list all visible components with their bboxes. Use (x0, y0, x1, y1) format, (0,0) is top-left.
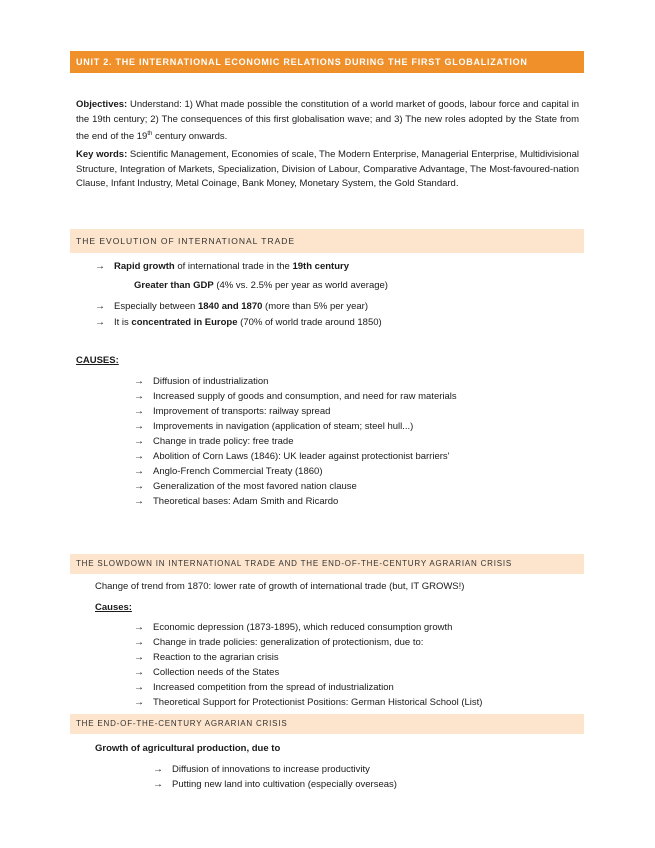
objectives-text-end: century onwards. (152, 131, 228, 143)
arrow-icon: → (153, 779, 163, 790)
list-item: → Change in trade policy: free trade (134, 436, 294, 447)
list-item: → Anglo-French Commercial Treaty (1860) (134, 466, 323, 477)
arrow-icon: → (134, 652, 144, 663)
arrow-icon: → (134, 436, 144, 447)
section-intro: Change of trend from 1870: lower rate of growth of international trade (but, IT GROWS!) (95, 581, 465, 592)
list-item: → Increased supply of goods and consumption, and need for raw materials (134, 391, 457, 402)
list-item: → Rapid growth of international trade in the 19th century (95, 261, 349, 272)
arrow-icon: → (134, 682, 144, 693)
list-item: → Theoretical bases: Adam Smith and Ricardo (134, 496, 339, 507)
unit-title: UNIT 2. THE INTERNATIONAL ECONOMIC RELATIONS DURING THE FIRST GLOBALIZATION (70, 51, 584, 73)
arrow-icon: → (134, 376, 144, 387)
list-item: → Improvements in navigation (application of steam; steel hull...) (134, 421, 414, 432)
list-item: → Putting new land into cultivation (especially overseas) (153, 779, 397, 790)
arrow-icon: → (134, 496, 144, 507)
list-item: → Collection needs of the States (134, 667, 280, 678)
arrow-icon: → (134, 406, 144, 417)
list-item: → Diffusion of innovations to increase productivity (153, 764, 370, 775)
objectives-paragraph (76, 98, 579, 145)
list-item: → Abolition of Corn Laws (1846): UK leader against protectionist barriers' (134, 451, 450, 462)
list-item: → Increased competition from the spread of industrialization (134, 682, 394, 693)
list-item: → It is concentrated in Europe (70% of world trade around 1850) (95, 317, 382, 328)
arrow-icon: → (134, 637, 144, 648)
arrow-icon: → (134, 421, 144, 432)
list-item: → Improvement of transports: railway spread (134, 406, 331, 417)
list-item: → Diffusion of industrialization (134, 376, 269, 387)
causes-label: CAUSES: (76, 355, 119, 366)
list-item: → Economic depression (1873-1895), which reduced consumption growth (134, 622, 453, 633)
section-heading-agrarian-crisis: THE END-OF-THE-CENTURY AGRARIAN CRISIS (70, 714, 584, 734)
arrow-icon: → (95, 301, 105, 312)
section-heading-slowdown: THE SLOWDOWN IN INTERNATIONAL TRADE AND THE END-OF-THE-CENTURY AGRARIAN CRISIS (70, 554, 584, 574)
arrow-icon: → (134, 451, 144, 462)
keywords-label: Key words: (76, 149, 128, 160)
keywords-text: Scientific Management, Economies of scale, The Modern Enterprise, Managerial Enterprise, Multidivisional Structure, Integration of Markets, Specialization, Division of Labour, Comparative Advantage, The Most-favoured-nation Clause, Infant Industry, Metal Coinage, Bank Money, Monetary System, the Gold Standard. (76, 149, 579, 189)
objectives-label: Objectives: (76, 99, 128, 110)
list-item: → Theoretical Support for Protectionist Positions: German Historical School (List) (134, 697, 483, 708)
list-item: → Generalization of the most favored nation clause (134, 481, 357, 492)
arrow-icon: → (134, 697, 144, 708)
section-heading-evolution: THE EVOLUTION OF INTERNATIONAL TRADE (70, 229, 584, 253)
arrow-icon: → (153, 764, 163, 775)
sub-item: Greater than GDP (4% vs. 2.5% per year as world average) (134, 280, 388, 291)
arrow-icon: → (134, 622, 144, 633)
objectives-text: Understand: 1) What made possible the constitution of a world market of goods, labour force and capital in the 19th century; 2) The consequences of this first globalisation wave; and 3) The new roles adopted by the State from the end of the 19 (76, 99, 579, 143)
objectives-superscript: th (147, 131, 153, 137)
arrow-icon: → (134, 466, 144, 477)
list-item: → Reaction to the agrarian crisis (134, 652, 279, 663)
list-item: → Especially between 1840 and 1870 (more than 5% per year) (95, 301, 369, 312)
arrow-icon: → (134, 391, 144, 402)
arrow-icon: → (95, 317, 105, 328)
arrow-icon: → (134, 481, 144, 492)
section-intro: Growth of agricultural production, due to (95, 743, 281, 754)
causes-label: Causes: (95, 602, 132, 613)
arrow-icon: → (134, 667, 144, 678)
arrow-icon: → (95, 261, 105, 272)
keywords-paragraph (76, 148, 579, 192)
list-item: → Change in trade policies: generalization of protectionism, due to: (134, 637, 424, 648)
